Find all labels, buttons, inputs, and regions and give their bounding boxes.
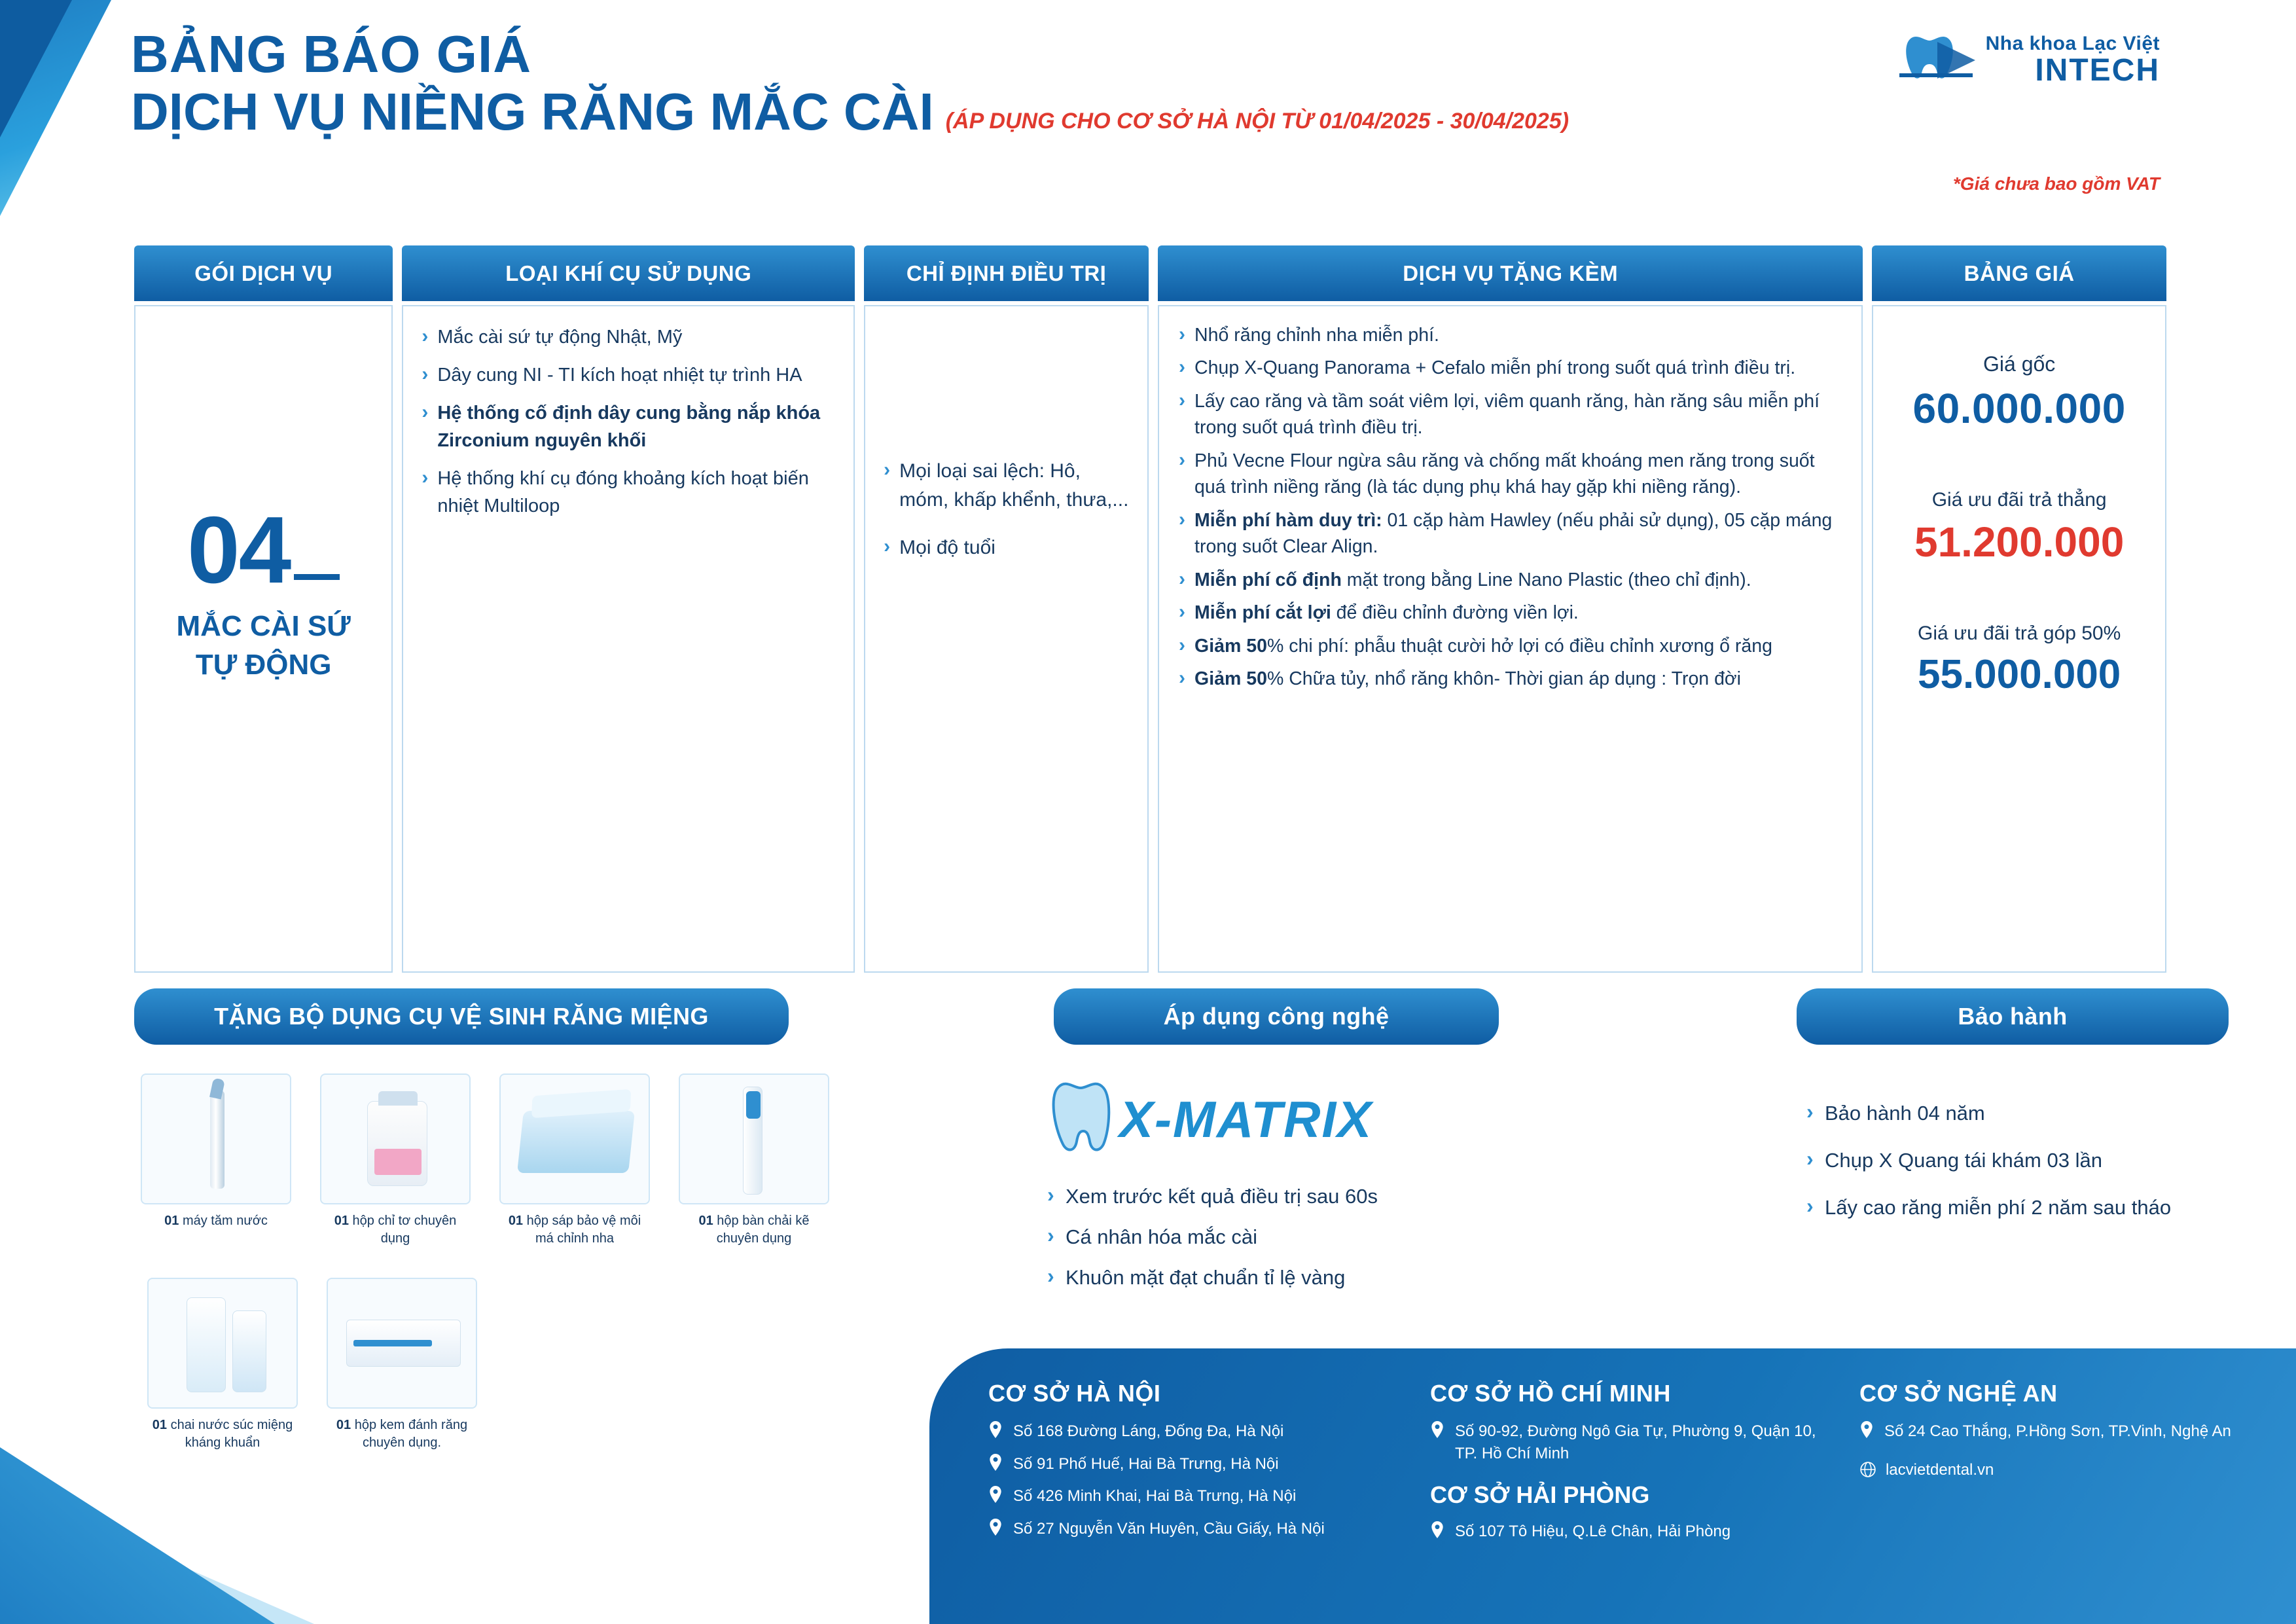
bonus-item: › Giảm 50% chi phí: phẫu thuật cười hở lợi có điều chỉnh xương ổ răng [1177, 633, 1843, 659]
page-subtitle: DỊCH VỤ NIỀNG RĂNG MẮC CÀI [131, 82, 934, 141]
location-pin-icon [1859, 1421, 1874, 1438]
technology-feature: › Cá nhân hóa mắc cài [1047, 1225, 1702, 1249]
bonus-service-list [1159, 306, 1861, 693]
branch-address [988, 1485, 1410, 1507]
cell-indications [864, 305, 1149, 973]
brand-logo [1820, 33, 2160, 86]
gift-qty: 01 [152, 1418, 168, 1432]
bonus-item: › Phủ Vecne Flour ngừa sâu răng và chống mất khoáng men răng trong suốt quá trình niềng răng (là tác dụng phụ khá hay gặp khi niềng răng). [1177, 448, 1843, 501]
branch-address [1430, 1420, 1840, 1464]
price-installment-label: Giá ưu đãi trả góp 50% [1918, 623, 2121, 644]
location-pin-icon [988, 1421, 1003, 1438]
location-pin-icon [1430, 1521, 1444, 1538]
gift-item [679, 1074, 829, 1248]
gift-qty: 01 [164, 1214, 179, 1228]
gift-name: hộp kem đánh răng chuyên dụng. [354, 1418, 468, 1450]
mouthwash-icon [147, 1278, 298, 1409]
gift-qty: 01 [698, 1214, 713, 1228]
bonus-item: › Giảm 50% Chữa tủy, nhổ răng khôn- Thời gian áp dụng : Trọn đời [1177, 666, 1843, 692]
location-pin-icon [988, 1486, 1003, 1503]
technology-feature: › Xem trước kết quả điều trị sau 60s [1047, 1185, 1702, 1208]
water-flosser-icon [141, 1074, 291, 1204]
location-pin-icon [1430, 1421, 1444, 1438]
warranty-item: › Chụp X Quang tái khám 03 lần [1806, 1147, 2225, 1174]
validity-note: (ÁP DỤNG CHO CƠ SỞ HÀ NỘI TỪ 01/04/2025 - 30/04/2025) [945, 108, 1570, 134]
technology-feature: › Khuôn mặt đạt chuẩn tỉ lệ vàng [1047, 1266, 1702, 1290]
branch-city-title: CƠ SỞ HỒ CHÍ MINH [1429, 1380, 1671, 1407]
price-direct-value: 51.200.000 [1914, 518, 2125, 566]
gift-item [147, 1278, 298, 1452]
table-body-row [134, 305, 2166, 973]
col-header-package: GÓI DỊCH VỤ [134, 245, 393, 301]
branch-address-text: Số 27 Nguyễn Văn Huyên, Cầu Giấy, Hà Nội [1013, 1519, 1325, 1538]
location-pin-icon [988, 1454, 1003, 1471]
technology-feature-list [1047, 1185, 1702, 1290]
section-title-warranty: Bảo hành [1797, 988, 2229, 1045]
page-title: BẢNG BÁO GIÁ [131, 25, 531, 83]
website-row[interactable] [1859, 1461, 2257, 1479]
gift-caption [147, 1416, 298, 1452]
col-header-price: BẢNG GIÁ [1872, 245, 2166, 301]
phone-icon [262, 1521, 298, 1557]
branch-city-title: CƠ SỞ NGHỆ AN [1859, 1380, 2058, 1407]
section-title-technology: Áp dụng công nghệ [1054, 988, 1499, 1045]
bonus-item: › Miễn phí hàm duy trì: 01 cặp hàm Hawley (nếu phải sử dụng), 05 cặp máng trong suốt Clear Align. [1177, 507, 1843, 560]
globe-icon [1859, 1461, 1876, 1478]
toothpaste-icon [327, 1278, 477, 1409]
xmatrix-logo [1047, 1080, 1702, 1159]
branch-city-title: CƠ SỞ HÀ NỘI [988, 1380, 1161, 1407]
tooth-logo-icon [1898, 34, 1977, 85]
col-header-indications: CHỈ ĐỊNH ĐIỀU TRỊ [864, 245, 1149, 301]
price-original-value: 60.000.000 [1912, 385, 2126, 432]
branch-address-text: Số 24 Cao Thắng, P.Hồng Sơn, TP.Vinh, Nghệ An [1884, 1422, 2231, 1440]
tooth-icon [1047, 1080, 1113, 1159]
package-number: 04 [187, 497, 291, 603]
header [131, 26, 2160, 216]
gift-item [327, 1278, 477, 1452]
section-title-gifts: TẶNG BỘ DỤNG CỤ VỆ SINH RĂNG MIỆNG [134, 988, 789, 1045]
gift-qty: 01 [508, 1214, 524, 1228]
phone-number: 096.192.0606 [315, 1513, 604, 1564]
gift-caption [141, 1212, 291, 1230]
package-label [135, 607, 391, 685]
gift-name: chai nước súc miệng kháng khuẩn [170, 1418, 293, 1450]
gift-caption [327, 1416, 477, 1452]
branch-address-text: Số 426 Minh Khai, Hai Bà Trưng, Hà Nội [1013, 1487, 1297, 1506]
bonus-item: › Nhổ răng chỉnh nha miễn phí. [1177, 322, 1843, 348]
bonus-item: › Lấy cao răng và tầm soát viêm lợi, viêm quanh răng, hàn răng sâu miễn phí trong suốt quá trình điều trị. [1177, 388, 1843, 441]
gift-item [320, 1074, 471, 1248]
package-label-line2: TỰ ĐỘNG [195, 649, 332, 681]
gift-qty: 01 [336, 1418, 351, 1432]
cell-appliances [402, 305, 855, 973]
vat-note: *Giá chưa bao gồm VAT [1952, 173, 2160, 194]
gift-item [499, 1074, 650, 1248]
bonus-item: › Chụp X-Quang Panorama + Cefalo miễn phí trong suốt quá trình điều trị. [1177, 355, 1843, 381]
appliance-item: › Mắc cài sứ tự động Nhật, Mỹ [420, 323, 836, 351]
cell-bonus [1158, 305, 1863, 973]
price-table [134, 245, 2166, 972]
ortho-wax-icon [499, 1074, 650, 1204]
package-label-line1: MẮC CÀI SỨ [176, 610, 351, 642]
gift-qty: 01 [334, 1214, 349, 1228]
col-header-bonus: DỊCH VỤ TẶNG KÈM [1158, 245, 1863, 301]
branch-address-text: Số 91 Phố Huế, Hai Bà Trưng, Hà Nội [1013, 1454, 1279, 1473]
appliance-item: › Dây cung NI - TI kích hoạt nhiệt tự trình HA [420, 361, 836, 389]
branch-city-title-2: CƠ SỞ HẢI PHÒNG [1429, 1481, 1650, 1509]
warranty-item: › Lấy cao răng miễn phí 2 năm sau tháo [1806, 1194, 2225, 1221]
branch-address-text: Số 107 Tô Hiệu, Q.Lê Chân, Hải Phòng [1454, 1523, 1731, 1541]
indication-item: › Mọi độ tuổi [882, 533, 1130, 562]
dental-floss-icon [320, 1074, 471, 1204]
warranty-item: › Bảo hành 04 năm [1806, 1100, 2225, 1127]
branch-address [988, 1453, 1410, 1475]
gift-name: máy tăm nước [182, 1214, 268, 1228]
indication-list [865, 306, 1147, 562]
cell-package [134, 305, 393, 973]
branch-address [988, 1518, 1410, 1540]
branch-address [1430, 1521, 1840, 1543]
gift-name: hộp bàn chải kẽ chuyên dụng [716, 1214, 810, 1246]
bonus-item: › Miễn phí cố định mặt trong bằng Line Nano Plastic (theo chỉ định). [1177, 567, 1843, 593]
technology-section [1047, 1080, 1702, 1307]
gift-item [141, 1074, 291, 1248]
interdental-brush-icon [679, 1074, 829, 1204]
gift-name: hộp chỉ tơ chuyên dụng [352, 1214, 457, 1246]
gift-section [141, 1074, 900, 1452]
gift-caption [679, 1212, 829, 1248]
branch-hanoi [988, 1380, 1410, 1624]
branch-nghean [1859, 1380, 2257, 1624]
warranty-list [1806, 1100, 2225, 1221]
phone-block[interactable] [262, 1513, 603, 1565]
gift-name: hộp sáp bảo vệ môi má chỉnh nha [526, 1214, 641, 1246]
branch-address-text: Số 168 Đường Láng, Đống Đa, Hà Nội [1013, 1422, 1284, 1440]
location-pin-icon [988, 1519, 1003, 1536]
warranty-section [1806, 1100, 2225, 1241]
appliance-list [403, 306, 853, 520]
col-header-appliances: LOẠI KHÍ CỤ SỬ DỤNG [402, 245, 855, 301]
appliance-item: › Hệ thống cố định dây cung bằng nắp khóa Zirconium nguyên khối [420, 399, 836, 454]
gift-caption [320, 1212, 471, 1248]
brand-name: Nha khoa Lạc Việt [1985, 33, 2160, 54]
bonus-item: › Miễn phí cắt lợi để điều chỉnh đường viền lợi. [1177, 600, 1843, 626]
appliance-item: › Hệ thống khí cụ đóng khoảng kích hoạt biến nhiệt Multiloop [420, 465, 836, 520]
gift-row-1 [141, 1074, 900, 1248]
gift-caption [499, 1212, 650, 1248]
indication-item: › Mọi loại sai lệch: Hô, móm, khấp khểnh, thưa,... [882, 457, 1130, 514]
page-subtitle-row [131, 82, 2160, 141]
branch-address [1859, 1420, 2257, 1443]
gift-row-2 [147, 1278, 900, 1452]
price-installment-value: 55.000.000 [1917, 652, 2121, 697]
footer [929, 1348, 2296, 1624]
xmatrix-wordmark: X-MATRIX [1119, 1090, 1373, 1148]
price-original-label: Giá gốc [1983, 352, 2056, 376]
package-number-wrap [135, 497, 391, 603]
branch-address [988, 1420, 1410, 1443]
branch-address-text: Số 90-92, Đường Ngô Gia Tự, Phường 9, Quận 10, TP. Hồ Chí Minh [1454, 1422, 1816, 1462]
price-direct-label: Giá ưu đãi trả thẳng [1931, 489, 2107, 511]
table-header-row [134, 245, 2166, 301]
brand-sub: INTECH [2035, 53, 2160, 88]
branch-hcm-haiphong [1430, 1380, 1840, 1624]
cell-price [1872, 305, 2166, 973]
website-text: lacvietdental.vn [1885, 1460, 1994, 1479]
